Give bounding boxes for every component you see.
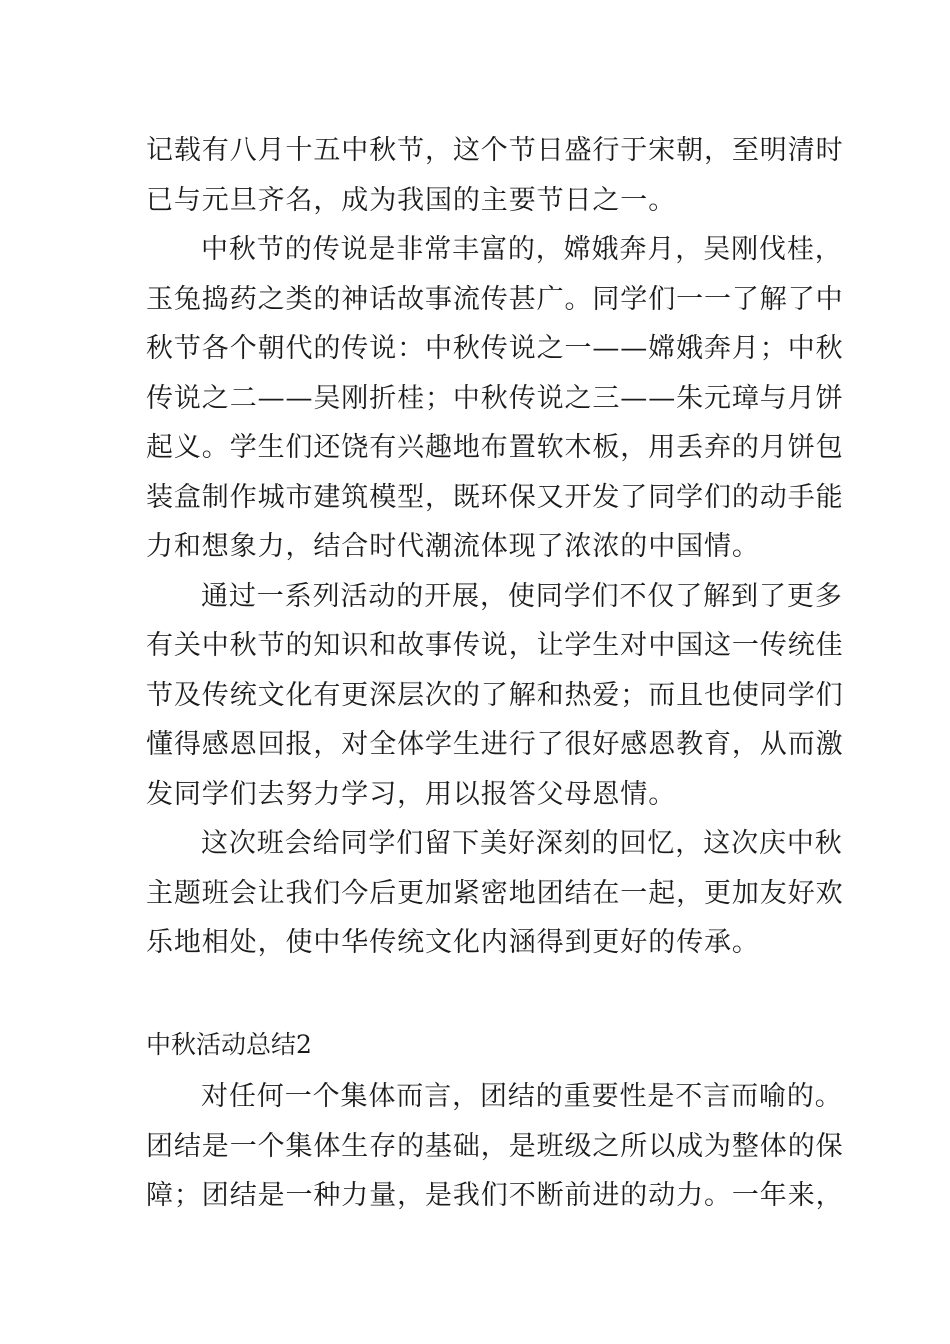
paragraph-start-line: 对任何一个集体而言，团结的重要性是不言而喻的。 [201,1081,843,1112]
text-line: 障；团结是一种力量，是我们不断前进的动力。一年来， [146,1180,844,1211]
text-line: 团结是一个集体生存的基础，是班级之所以成为整体的保 [146,1130,844,1162]
text-line: 已与元旦齐名，成为我国的主要节日之一。 [146,184,677,216]
section-heading: 中秋活动总结2 [146,1030,312,1059]
text-line: 装盒制作城市建筑模型，既环保又开发了同学们的动手能 [146,481,844,513]
text-line: 懂得感恩回报，对全体学生进行了很好感恩教育，从而激 [146,729,844,760]
section-1-text [146,126,844,968]
paragraph-start-line: 这次班会给同学们留下美好深刻的回忆，这次庆中秋 [201,828,843,859]
paragraph-start-line: 中秋节的传说是非常丰富的，嫦娥奔月，吴刚伐桂， [201,234,843,265]
text-line: 发同学们去努力学习，用以报答父母恩情。 [146,778,677,810]
paragraph-start-line: 通过一系列活动的开展，使同学们不仅了解到了更多 [201,580,843,612]
text-line: 玉兔捣药之类的神话故事流传甚广。同学们一一了解了中 [146,283,844,315]
text-line: 秋节各个朝代的传说：中秋传说之一——嫦娥奔月；中秋 [146,333,844,364]
text-line: 有关中秋节的知识和故事传说，让学生对中国这一传统佳 [146,630,844,661]
text-line: 记载有八月十五中秋节，这个节日盛行于宋朝，至明清时 [146,135,844,166]
section-2-text [146,1072,844,1221]
text-line: 主题班会让我们今后更加紧密地团结在一起，更加友好欢 [146,877,844,909]
text-line: 力和想象力，结合时代潮流体现了浓浓的中国情。 [146,531,760,562]
text-line: 节及传统文化有更深层次的了解和热爱；而且也使同学们 [146,679,844,711]
text-line: 起义。学生们还饶有兴趣地布置软木板，用丢弃的月饼包 [146,432,844,463]
text-line: 传说之二——吴刚折桂；中秋传说之三——朱元璋与月饼 [146,382,844,414]
text-line: 乐地相处，使中华传统文化内涵得到更好的传承。 [146,927,760,958]
